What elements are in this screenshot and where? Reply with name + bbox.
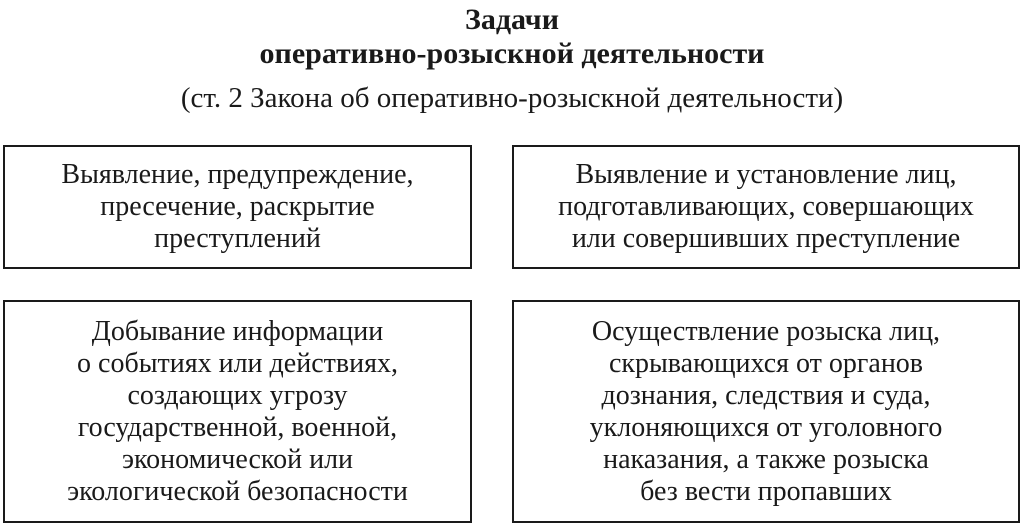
task-box-identification <box>512 145 1020 269</box>
task-box-information <box>3 300 472 523</box>
task-text: Осуществление розыска лиц, скрывающихся от органов дознания, следствия и суда, уклоняющихся от уголовного наказания, а также розыска без вести пропавших <box>589 315 943 507</box>
task-box-detection <box>3 145 472 269</box>
diagram-subtitle: (ст. 2 Закона об оперативно-розыскной деятельности) <box>180 82 844 114</box>
diagram-title-continuation: оперативно-розыскной деятельности <box>259 37 765 70</box>
task-text: Выявление, предупреждение, пресечение, раскрытие преступлений <box>61 159 414 254</box>
diagram-title: Задачи <box>464 3 559 36</box>
task-text: Добывание информации о событиях или действиях, создающих угрозу государственной, военной, экономической или экологической безопасности <box>67 315 408 507</box>
task-text: Выявление и установление лиц, подготавливающих, совершающих или совершивших преступление <box>558 159 974 254</box>
task-box-search <box>512 300 1020 523</box>
